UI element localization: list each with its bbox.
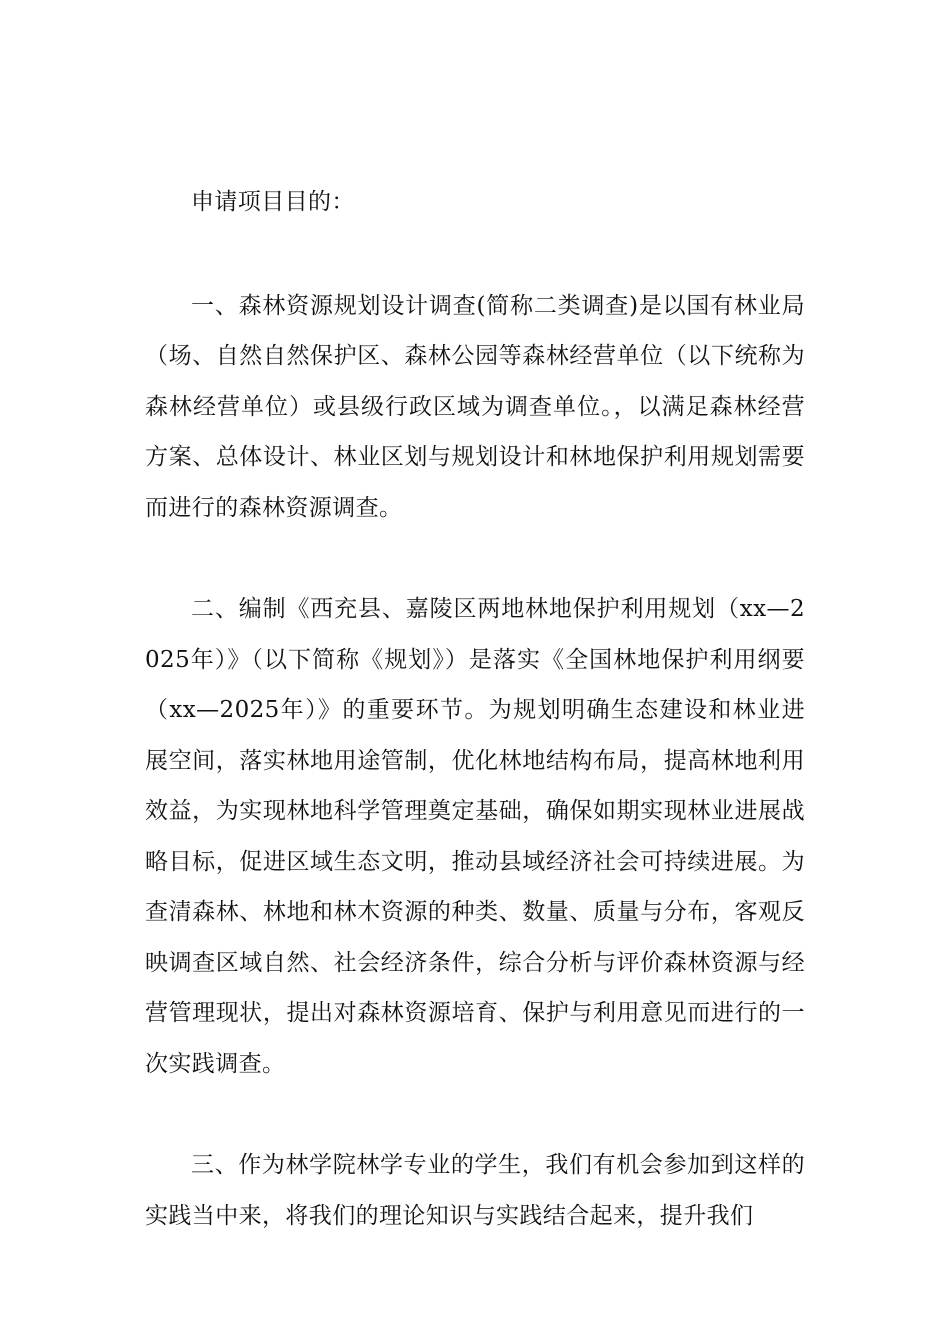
paragraph-3: 三、作为林学院林学专业的学生，我们有机会参加到这样的实践当中来，将我们的理论知识与实践结合起来，提升我们 (145, 1152, 805, 1229)
section-heading: 申请项目目的： (191, 189, 355, 215)
paragraph-2: 二、编制《西充县、嘉陵区两地林地保护利用规划（xx—2025年）》（以下简称《规划》）是落实《全国林地保护利用纲要（xx—2025年）》的重要环节。为规划明确生态建设和林业进展空间，落实林地用途管制，优化林地结构布局，提高林地利用效益，为实现林地科学管理奠定基础，确保如期实现林业进展战略目标，促进区域生态文明，推动县域经济社会可持续进展。为查清森林、林地和林木资源的种类、数量、质量与分布，客观反映调查区域自然、社会经济条件，综合分析与评价森林资源与经营管理现状，提出对森林资源培育、保护与利用意见而进行的一次实践调查。 (145, 596, 805, 1077)
document-body (145, 177, 805, 1241)
paragraph-1: 一、森林资源规划设计调查(简称二类调查)是以国有林业局（场、自然自然保护区、森林公园等森林经营单位（以下统称为森林经营单位）或县级行政区域为调查单位。，以满足森林经营方案、总体设计、林业区划与规划设计和林地保护利用规划需要而进行的森林资源调查。 (145, 292, 805, 521)
